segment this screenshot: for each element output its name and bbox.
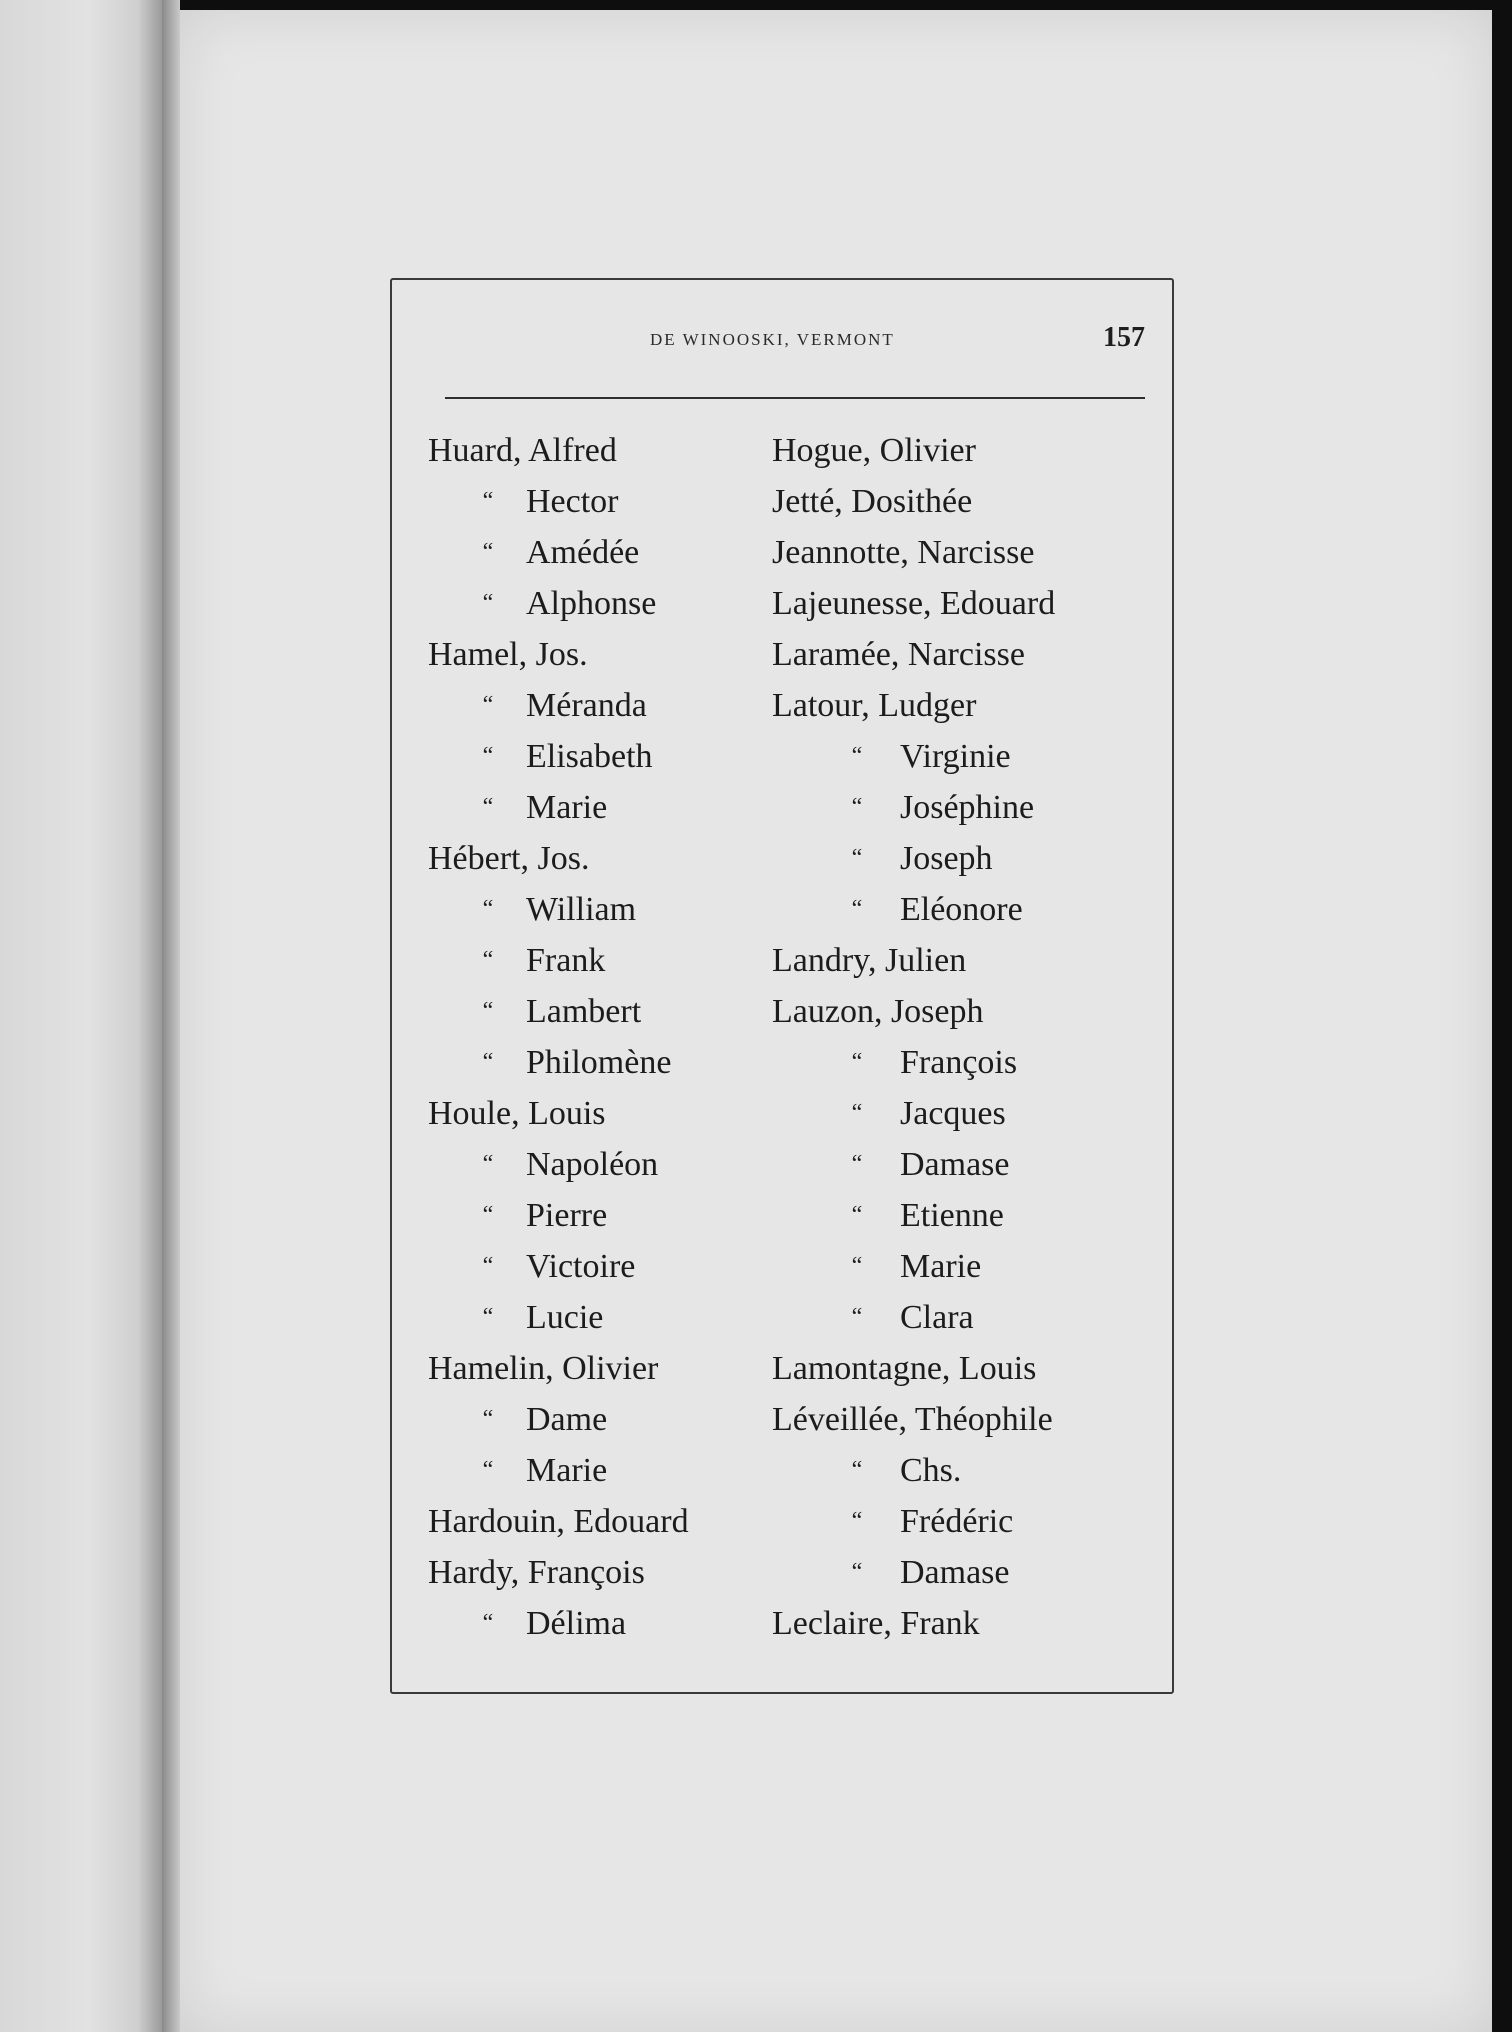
- entry-name: Virginie: [900, 738, 1011, 775]
- entry-name: Clara: [900, 1299, 974, 1336]
- name-entry: [772, 680, 1152, 731]
- entry-name: Houle, Louis: [428, 1095, 606, 1132]
- entry-name: Marie: [526, 789, 608, 826]
- name-entry: [772, 1496, 1152, 1547]
- name-entry: [428, 1445, 768, 1496]
- name-entry: [772, 833, 1152, 884]
- name-entry: [772, 1394, 1152, 1445]
- entry-name: Napoléon: [526, 1146, 659, 1183]
- name-entry: [772, 1037, 1152, 1088]
- name-entry: [428, 1292, 768, 1343]
- name-entry: [428, 1496, 768, 1547]
- ditto-mark: “: [851, 896, 863, 922]
- entry-name: Jacques: [900, 1095, 1006, 1132]
- name-entry: [772, 1598, 1152, 1649]
- name-entry: [772, 884, 1152, 935]
- entry-name: Hogue, Olivier: [772, 432, 976, 469]
- entry-name: Damase: [900, 1146, 1010, 1183]
- entry-name: Lauzon, Joseph: [772, 993, 984, 1030]
- entry-name: Hamelin, Olivier: [428, 1350, 659, 1387]
- name-entry: [772, 782, 1152, 833]
- name-column-left: [428, 425, 768, 1649]
- name-entry: [772, 1343, 1152, 1394]
- book-gutter: [162, 0, 180, 2032]
- ditto-mark: “: [851, 743, 863, 769]
- name-entry: [772, 1088, 1152, 1139]
- ditto-mark: “: [482, 590, 494, 616]
- entry-name: Victoire: [526, 1248, 636, 1285]
- name-entry: [428, 1088, 768, 1139]
- running-title: DE WINOOSKI, VERMONT: [650, 330, 895, 349]
- entry-name: Léveillée, Théophile: [772, 1401, 1053, 1438]
- name-entry: [428, 1037, 768, 1088]
- entry-name: Lambert: [526, 993, 642, 1030]
- name-entry: [428, 1241, 768, 1292]
- ditto-mark: “: [482, 1304, 494, 1330]
- entry-name: Latour, Ludger: [772, 687, 977, 724]
- ditto-mark: “: [482, 947, 494, 973]
- name-entry: [428, 1394, 768, 1445]
- header-rule: [445, 397, 1145, 399]
- entry-name: Lajeunesse, Edouard: [772, 585, 1056, 622]
- name-entry: [428, 578, 768, 629]
- name-entry: [428, 986, 768, 1037]
- entry-name: Marie: [900, 1248, 982, 1285]
- name-entry: [428, 935, 768, 986]
- name-entry: [428, 1190, 768, 1241]
- ditto-mark: “: [482, 1457, 494, 1483]
- name-entry: [428, 680, 768, 731]
- ditto-mark: “: [482, 1049, 494, 1075]
- ditto-mark: “: [851, 1457, 863, 1483]
- ditto-mark: “: [482, 1253, 494, 1279]
- entry-name: Hébert, Jos.: [428, 840, 590, 877]
- name-entry: [772, 476, 1152, 527]
- name-entry: [428, 1547, 768, 1598]
- ditto-mark: “: [482, 692, 494, 718]
- entry-name: Délima: [526, 1605, 627, 1642]
- entry-name: Etienne: [900, 1197, 1004, 1234]
- entry-name: Joseph: [900, 840, 993, 877]
- name-entry: [772, 731, 1152, 782]
- entry-name: Joséphine: [900, 789, 1035, 826]
- entry-name: Jeannotte, Narcisse: [772, 534, 1035, 571]
- name-entry: [772, 935, 1152, 986]
- ditto-mark: “: [482, 1151, 494, 1177]
- entry-name: Elisabeth: [526, 738, 653, 775]
- entry-name: Pierre: [526, 1197, 608, 1234]
- entry-name: Lamontagne, Louis: [772, 1350, 1037, 1387]
- name-entry: [772, 527, 1152, 578]
- name-entry: [772, 629, 1152, 680]
- entry-name: Leclaire, Frank: [772, 1605, 980, 1642]
- ditto-mark: “: [482, 539, 494, 565]
- ditto-mark: “: [851, 1151, 863, 1177]
- running-head: [445, 322, 1145, 362]
- name-column-right: [772, 425, 1152, 1649]
- entry-name: Amédée: [526, 534, 640, 571]
- entry-name: Frank: [526, 942, 606, 979]
- name-entry: [428, 1139, 768, 1190]
- entry-name: François: [900, 1044, 1018, 1081]
- entry-name: Laramée, Narcisse: [772, 636, 1025, 673]
- entry-name: Hardouin, Edouard: [428, 1503, 689, 1540]
- name-entry: [428, 884, 768, 935]
- ditto-mark: “: [851, 1049, 863, 1075]
- entry-name: Marie: [526, 1452, 608, 1489]
- name-entry: [772, 1445, 1152, 1496]
- name-entry: [772, 1190, 1152, 1241]
- entry-name: Damase: [900, 1554, 1010, 1591]
- entry-name: Alphonse: [526, 585, 657, 622]
- ditto-mark: “: [851, 1253, 863, 1279]
- ditto-mark: “: [851, 1508, 863, 1534]
- ditto-mark: “: [851, 794, 863, 820]
- entry-name: Méranda: [526, 687, 647, 724]
- ditto-mark: “: [851, 1304, 863, 1330]
- name-entry: [772, 986, 1152, 1037]
- page-number: 157: [1103, 322, 1145, 353]
- ditto-mark: “: [482, 1406, 494, 1432]
- entry-name: Hamel, Jos.: [428, 636, 588, 673]
- ditto-mark: “: [851, 1559, 863, 1585]
- ditto-mark: “: [482, 488, 494, 514]
- name-entry: [772, 1139, 1152, 1190]
- entry-name: Lucie: [526, 1299, 604, 1336]
- name-entry: [428, 833, 768, 884]
- name-entry: [772, 1292, 1152, 1343]
- ditto-mark: “: [851, 845, 863, 871]
- previous-page-edge: [0, 0, 162, 2032]
- name-entry: [428, 1598, 768, 1649]
- entry-name: Dame: [526, 1401, 608, 1438]
- ditto-mark: “: [851, 1100, 863, 1126]
- name-entry: [428, 1343, 768, 1394]
- entry-name: Huard, Alfred: [428, 432, 617, 469]
- name-entry: [772, 578, 1152, 629]
- ditto-mark: “: [482, 998, 494, 1024]
- ditto-mark: “: [482, 1610, 494, 1636]
- entry-name: Hardy, François: [428, 1554, 645, 1591]
- ditto-mark: “: [482, 896, 494, 922]
- entry-name: William: [526, 891, 637, 928]
- name-entry: [772, 1547, 1152, 1598]
- name-entry: [772, 1241, 1152, 1292]
- name-entry: [428, 476, 768, 527]
- entry-name: Jetté, Dosithée: [772, 483, 973, 520]
- name-entry: [428, 527, 768, 578]
- name-entry: [428, 731, 768, 782]
- name-entry: [428, 629, 768, 680]
- entry-name: Landry, Julien: [772, 942, 967, 979]
- ditto-mark: “: [482, 794, 494, 820]
- entry-name: Frédéric: [900, 1503, 1014, 1540]
- ditto-mark: “: [851, 1202, 863, 1228]
- ditto-mark: “: [482, 743, 494, 769]
- entry-name: Chs.: [900, 1452, 962, 1489]
- entry-name: Philomène: [526, 1044, 672, 1081]
- name-entry: [428, 425, 768, 476]
- entry-name: Eléonore: [900, 891, 1023, 928]
- name-entry: [428, 782, 768, 833]
- ditto-mark: “: [482, 1202, 494, 1228]
- entry-name: Hector: [526, 483, 619, 520]
- name-entry: [772, 425, 1152, 476]
